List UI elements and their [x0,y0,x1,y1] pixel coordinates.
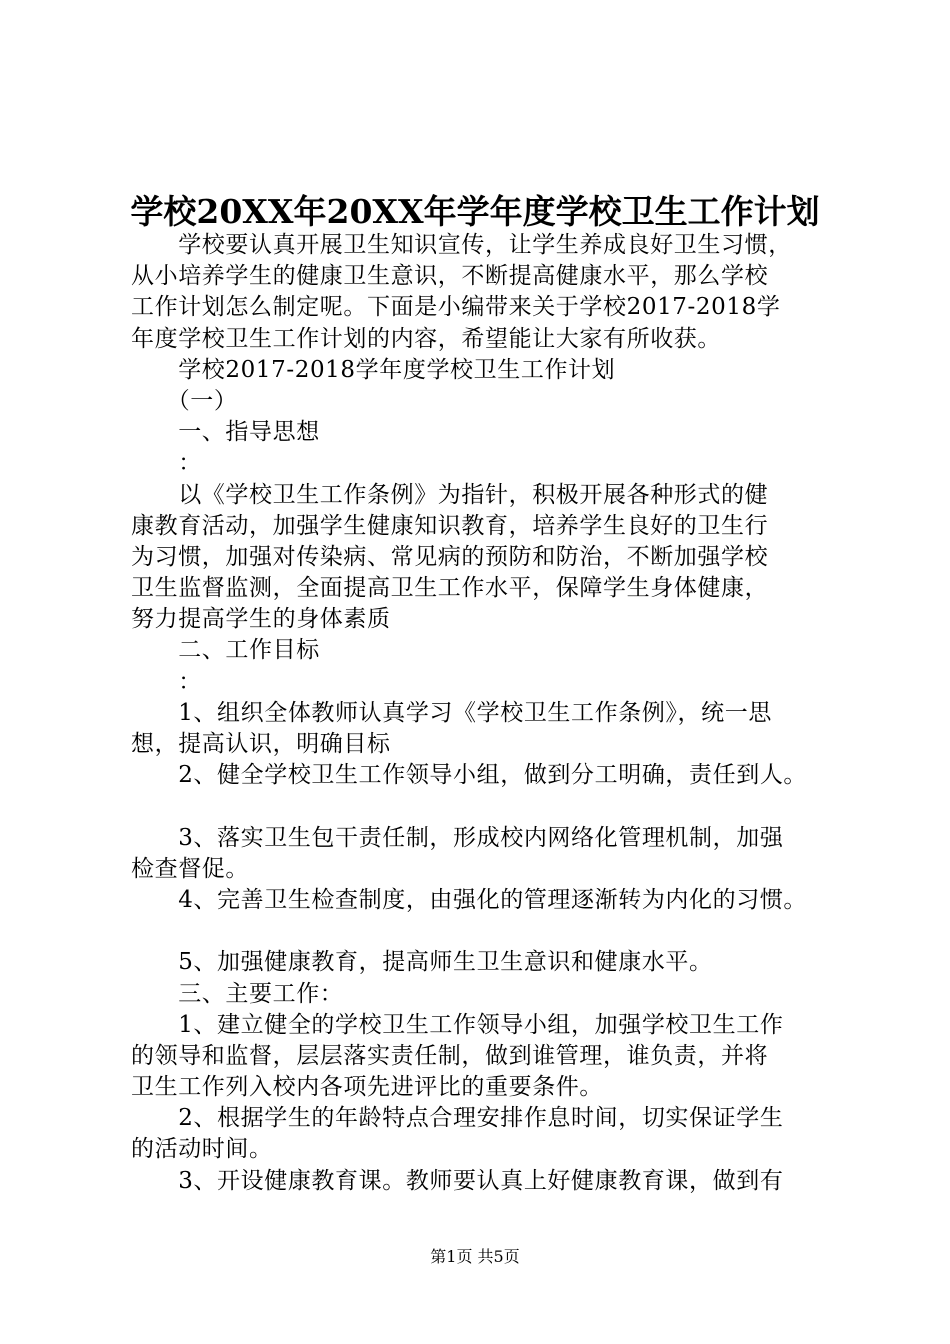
body-line: 年度学校卫生工作计划的内容，希望能让大家有所收获。 [131,325,721,352]
body-line: 2、根据学生的年龄特点合理安排作息时间，切实保证学生 [131,1105,784,1132]
body-line: 康教育活动，加强学生健康知识教育，培养学生良好的卫生行 [131,512,769,539]
blank-line [131,916,843,947]
body-line: 二、工作目标 [131,637,320,664]
body-line: 的领导和监督，层层落实责任制，做到谁管理，谁负责，并将 [131,1042,769,1069]
body-line: 想，提高认识，明确目标 [131,731,391,757]
body-line: 的活动时间。 [131,1136,273,1163]
body-line: 检查督促。 [131,855,249,882]
body-line: ： [131,450,202,477]
document-body [131,230,843,1197]
body-line: 工作计划怎么制定呢。下面是小编带来关于学校2017-2018学 [131,294,781,321]
body-line: 努力提高学生的身体素质 [131,606,391,633]
body-line: 三、主要工作： [131,980,344,1007]
page-footer: 第1页 共5页 [430,1247,520,1266]
body-line: 从小培养学生的健康卫生意识，不断提高健康水平，那么学校 [131,263,769,290]
body-line: 学校要认真开展卫生知识宣传，让学生养成良好卫生习惯， [131,232,792,258]
body-line: 4、完善卫生检查制度，由强化的管理逐渐转为内化的习惯。 [131,886,808,913]
document-title: 学校20XX年20XX年学年度学校卫生工作计划 [130,192,820,231]
body-line: 3、落实卫生包干责任制，形成校内网络化管理机制，加强 [131,824,784,851]
body-line: 5、加强健康教育，提高师生卫生意识和健康水平。 [131,949,713,976]
body-line: ： [131,668,202,695]
body-line: 1、组织全体教师认真学习《学校卫生工作条例》，统一思 [131,699,772,726]
body-line: 卫生监督监测，全面提高卫生工作水平，保障学生身体健康， [131,575,769,602]
blank-line [131,791,843,822]
body-line: 1、建立健全的学校卫生工作领导小组，加强学校卫生工作 [131,1011,784,1038]
body-line: 学校2017-2018学年度学校卫生工作计划 [131,356,616,383]
body-line: 以《学校卫生工作条例》为指针，积极开展各种形式的健 [131,481,769,508]
body-line: 卫生工作列入校内各项先进评比的重要条件。 [131,1074,603,1101]
body-line: 一、指导思想 [131,419,320,446]
body-line: 2、健全学校卫生工作领导小组，做到分工明确，责任到人。 [131,762,808,789]
body-line: 为习惯，加强对传染病、常见病的预防和防治，不断加强学校 [131,543,769,570]
body-line: 3、开设健康教育课。教师要认真上好健康教育课，做到有 [131,1167,784,1194]
body-line: （一） [131,387,238,414]
